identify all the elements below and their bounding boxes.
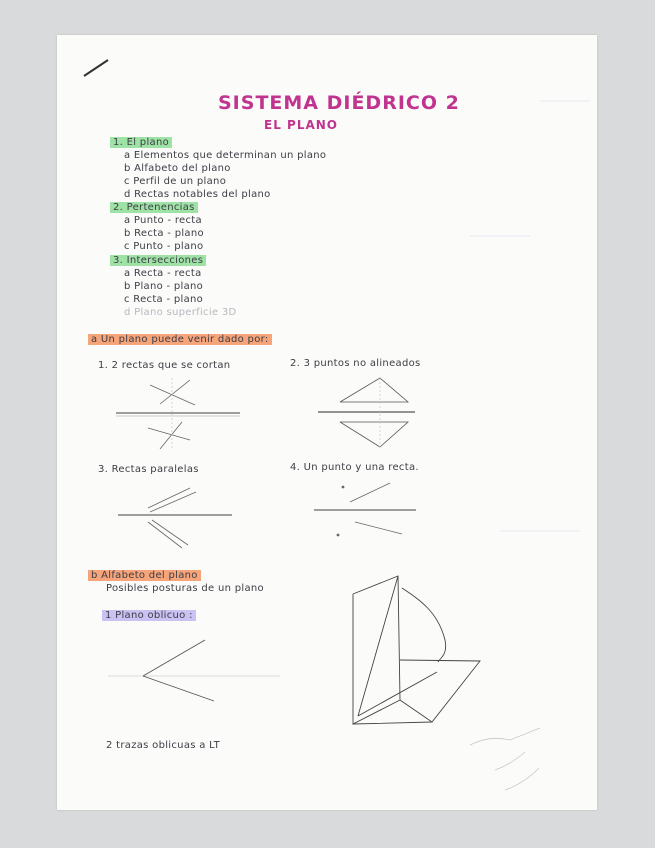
diagram-parallel-lines — [118, 488, 232, 548]
section-heading: 1. El plano — [110, 137, 172, 148]
section-heading: 3. Intersecciones — [110, 255, 206, 266]
faint-pencil-scribble — [470, 728, 540, 790]
case-label: 2. 3 puntos no alineados — [290, 358, 421, 369]
list-item: b Alfabeto del plano — [124, 163, 231, 174]
sub-heading: 1 Plano oblicuo : — [102, 610, 196, 621]
pencil-mark — [84, 60, 108, 76]
note-text: 2 trazas oblicuas a LT — [106, 740, 221, 751]
section-a-heading: a Un plano puede venir dado por: — [88, 334, 272, 345]
list-item: b Recta - plano — [124, 228, 204, 239]
list-item: c Recta - plano — [124, 294, 204, 305]
diagram-two-lines — [116, 378, 240, 449]
list-item: d Plano superficie 3D — [124, 307, 237, 318]
show-through-mark — [470, 235, 530, 237]
diagram-point-and-line — [314, 483, 416, 536]
section-b-line: Posibles posturas de un plano — [106, 583, 264, 594]
page-title: SISTEMA DIÉDRICO 2 — [218, 92, 460, 114]
list-item: b Plano - plano — [124, 281, 204, 292]
list-item: a Recta - recta — [124, 268, 202, 279]
diagram-3d-plane — [353, 576, 480, 724]
list-item: c Punto - plano — [124, 241, 204, 252]
list-item: c Perfil de un plano — [124, 176, 227, 187]
case-label: 1. 2 rectas que se cortan — [98, 360, 231, 371]
case-label: 3. Rectas paralelas — [98, 464, 199, 475]
page-subtitle: EL PLANO — [264, 118, 338, 132]
section-b-heading: b Alfabeto del plano — [88, 570, 201, 581]
diagram-oblique-traces — [108, 640, 280, 701]
list-item: a Elementos que determinan un plano — [124, 150, 327, 161]
case-label: 4. Un punto y una recta. — [290, 462, 419, 473]
show-through-mark — [540, 100, 590, 102]
diagram-three-points — [318, 378, 415, 447]
section-heading: 2. Pertenencias — [110, 202, 198, 213]
show-through-mark — [500, 530, 580, 532]
list-item: d Rectas notables del plano — [124, 189, 271, 200]
list-item: a Punto - recta — [124, 215, 202, 226]
